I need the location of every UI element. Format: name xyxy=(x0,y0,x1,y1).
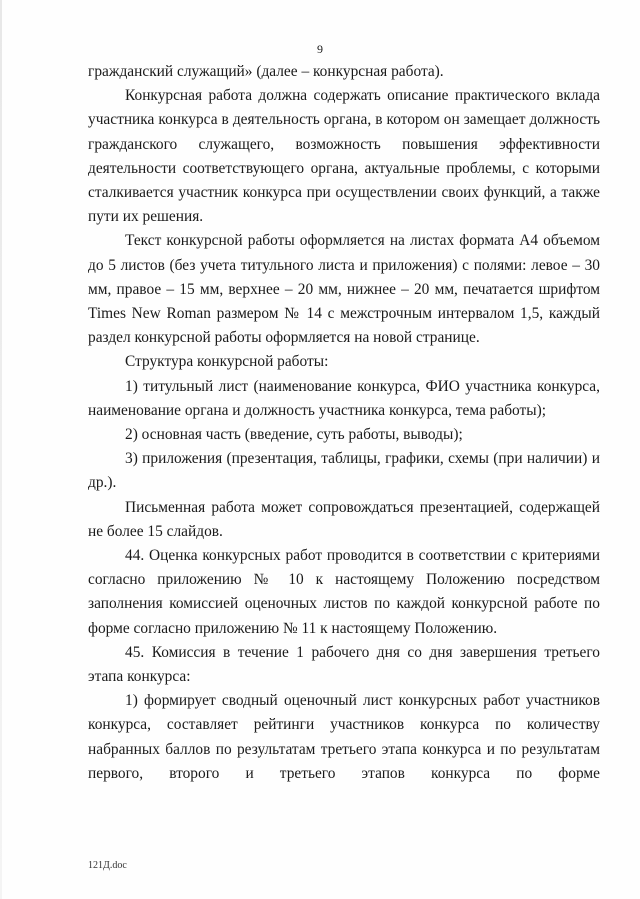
paragraph-45-commission: 45. Комиссия в течение 1 рабочего дня со дня завершения третьего этапа конкурса: xyxy=(88,643,600,686)
list-item-main-part: 2) основная часть (введение, суть работы, выводы); xyxy=(125,426,463,444)
list-item-title-page: 1) титульный лист (наименование конкурса, ФИО участника конкурса, наименование органа и должность участника конкурса, тема работы); xyxy=(88,377,600,419)
document-body xyxy=(88,60,600,786)
footer-filename: 121Д.doc xyxy=(88,860,127,871)
list-item-appendices: 3) приложения (презентация, таблицы, графики, схемы (при наличии) и др.). xyxy=(88,450,600,492)
paragraph-contest-work-content: Конкурсная работа должна содержать описание практического вклада участника конкурса в деятельность органа, в котором он замещает должность гражданского служащего, возможность повышения эффективности деятельности соответствующего органа, актуальные проблемы, с которыми сталкивается участник конкурса при осуществлении своих функций, а также пути их решения. xyxy=(88,87,600,226)
paragraph-formatting-requirements: Текст конкурсной работы оформляется на листах формата А4 объемом до 5 листов (без учета титульного листа и приложения) с полями: левое – 30 мм, правое – 15 мм, верхнее – 20 мм, нижнее – 20 мм, печатается шрифтом Times New Roman размером № 14 с межстрочным интервалом 1,5, каждый раздел конкурсной работы оформляется на новой странице. xyxy=(88,232,600,347)
paragraph-44-evaluation: 44. Оценка конкурсных работ проводится в соответствии с критериями согласно приложению № 10 к настоящему Положению посредством заполнения комиссией оценочных листов по каждой конкурсной работе по форме согласно приложению № 11 к настоящему Положению. xyxy=(88,547,600,637)
list-item-summary-sheet: 1) формирует сводный оценочный лист конкурсных работ участников конкурса, составляет рейтинги участников конкурса по количеству набранных баллов по результатам третьего этапа конкурса и по результатам первого, второго и третьего этапов конкурса по форме xyxy=(88,692,600,782)
page-edge xyxy=(0,0,2,899)
paragraph-structure-heading: Структура конкурсной работы: xyxy=(125,353,329,371)
page-number: 9 xyxy=(317,42,323,56)
paragraph-continuation: гражданский служащий» (далее – конкурсная работа). xyxy=(88,63,444,80)
paragraph-presentation: Письменная работа может сопровождаться презентацией, содержащей не более 15 слайдов. xyxy=(88,498,600,540)
